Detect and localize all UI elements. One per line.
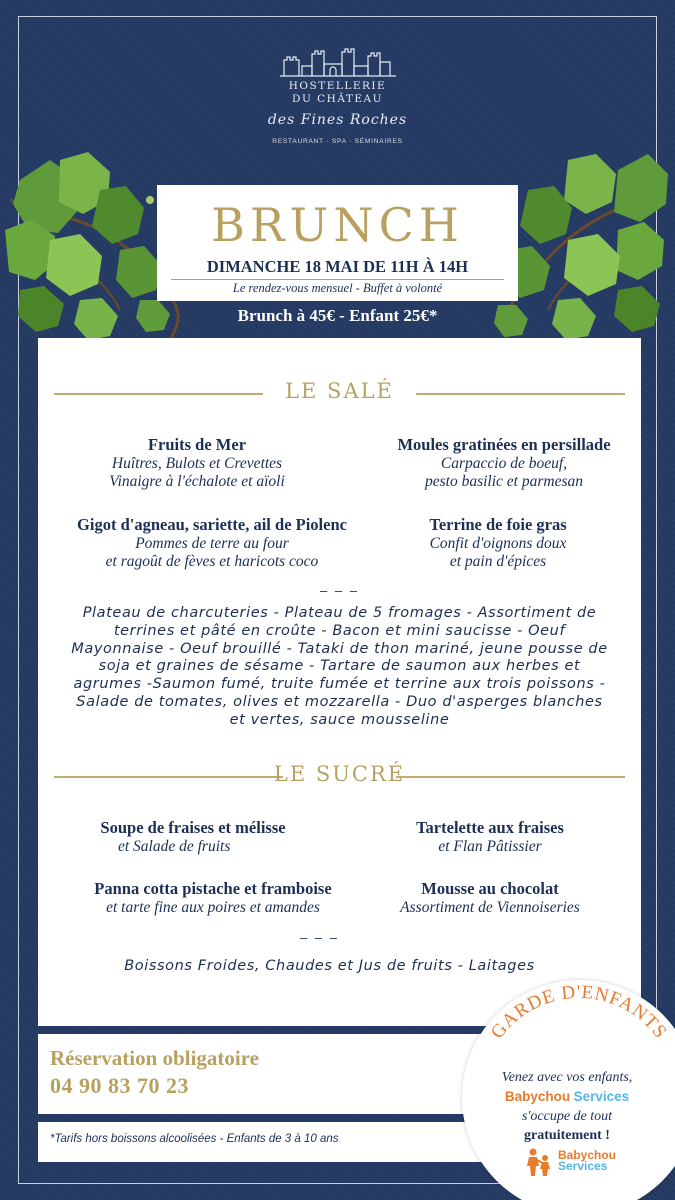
menu-card bbox=[38, 338, 641, 1026]
brunch-subtitle: Le rendez-vous mensuel - Buffet à volonté bbox=[171, 279, 504, 296]
babychou-logo-a: Babychou bbox=[558, 1148, 617, 1162]
dish-title: Terrine de foie gras bbox=[429, 515, 567, 534]
dessert-title: Soupe de fraises et mélisse bbox=[100, 818, 286, 837]
badge-arc-title bbox=[462, 980, 675, 1200]
hotel-logo bbox=[230, 48, 445, 145]
dessert-desc: et Salade de fruits bbox=[118, 838, 231, 855]
castle-icon bbox=[278, 48, 398, 78]
dish-desc: Pommes de terre au four bbox=[135, 535, 289, 552]
dish-desc: Huîtres, Bulots et Crevettes bbox=[111, 455, 283, 472]
dish-title: Gigot d'agneau, sariette, ail de Piolenc bbox=[77, 515, 347, 534]
dish-item bbox=[38, 515, 386, 570]
brunch-date: DIMANCHE 18 MAI DE 11H À 14H bbox=[206, 257, 469, 276]
dish-desc: et pain d'épices bbox=[449, 552, 547, 570]
reservation-label: Réservation obligatoire bbox=[50, 1046, 259, 1070]
dessert-desc: et tarte fine aux poires et amandes bbox=[106, 899, 320, 916]
drinks-line: Boissons Froides, Chaudes et Jus de fruits - Laitages bbox=[124, 958, 535, 974]
separator: – – – bbox=[300, 930, 339, 945]
brunch-price: Brunch à 45€ - Enfant 25€* bbox=[237, 306, 438, 325]
dish-desc: Confit d'oignons doux bbox=[429, 535, 567, 552]
dessert-item bbox=[58, 879, 368, 917]
badge-line1: Venez avec vos enfants, bbox=[501, 1070, 633, 1085]
dish-item bbox=[354, 435, 654, 490]
dish-desc: Vinaigre à l'échalote et aïoli bbox=[109, 472, 285, 490]
svg-text:GARDE D'ENFANTS bbox=[487, 982, 671, 1043]
logo-line3: des Fines Roches bbox=[267, 112, 408, 128]
dessert-title: Tartelette aux fraises bbox=[416, 818, 564, 837]
dessert-desc: et Flan Pâtissier bbox=[438, 838, 542, 855]
dessert-item bbox=[370, 879, 610, 917]
dish-title: Moules gratinées en persillade bbox=[397, 435, 611, 454]
brunch-title-box bbox=[157, 185, 518, 301]
tarif-note: *Tarifs hors boissons alcoolisées - Enfants de 3 à 10 ans bbox=[50, 1133, 339, 1145]
dessert-item bbox=[58, 818, 328, 856]
separator: – – – bbox=[320, 583, 359, 598]
dish-desc: pesto basilic et parmesan bbox=[425, 472, 583, 490]
section-sucre-heading bbox=[38, 762, 641, 790]
logo-line1: HOSTELLERIE bbox=[288, 80, 387, 92]
dish-item bbox=[378, 515, 618, 570]
brunch-title: BRUNCH bbox=[211, 198, 464, 252]
logo-tagline: RESTAURANT · SPA · SÉMINAIRES bbox=[272, 138, 403, 145]
section-sale-title: LE SALÉ bbox=[285, 379, 394, 403]
section-sucre-title: LE SUCRÉ bbox=[273, 762, 406, 786]
badge-line3: s'occupe de tout bbox=[521, 1109, 613, 1124]
dish-title: Fruits de Mer bbox=[147, 435, 247, 454]
reservation-phone[interactable]: 04 90 83 70 23 bbox=[50, 1073, 189, 1098]
buffet-description: Plateau de charcuteries - Plateau de 5 fromages - Assortiment de terrines et pâté en croûte - Bacon et mini saucisse - Oeuf Mayonnaise - Oeuf brouillé - Tataki de thon mariné, jeune pousse de soja et graines de sésame - Tartare de saumon aux herbes et agrumes -Saumon fumé, truite fumée et terrine aux trois poissons - Salade de tomates, olives et mozzarella - Duo d'asperges blanches et vertes, sauce mousseline bbox=[71, 605, 608, 728]
dessert-title: Panna cotta pistache et framboise bbox=[94, 879, 332, 898]
badge-brand-b: Services bbox=[573, 1089, 630, 1104]
dish-desc: Carpaccio de boeuf, bbox=[440, 455, 568, 472]
badge-title: GARDE D'ENFANTS bbox=[486, 981, 672, 1043]
badge-line4: gratuitement ! bbox=[524, 1128, 610, 1143]
logo-line2: DU CHÂTEAU bbox=[292, 93, 383, 105]
dish-item bbox=[38, 435, 356, 490]
badge-brand-a: Babychou bbox=[504, 1089, 571, 1104]
dessert-desc: Assortiment de Viennoiseries bbox=[400, 899, 580, 916]
dessert-title: Mousse au chocolat bbox=[421, 879, 559, 898]
dish-desc: et ragoût de fèves et haricots coco bbox=[105, 552, 319, 570]
dessert-item bbox=[380, 818, 600, 856]
babychou-logo-b: Services bbox=[558, 1159, 608, 1173]
section-sale-heading bbox=[38, 379, 641, 407]
